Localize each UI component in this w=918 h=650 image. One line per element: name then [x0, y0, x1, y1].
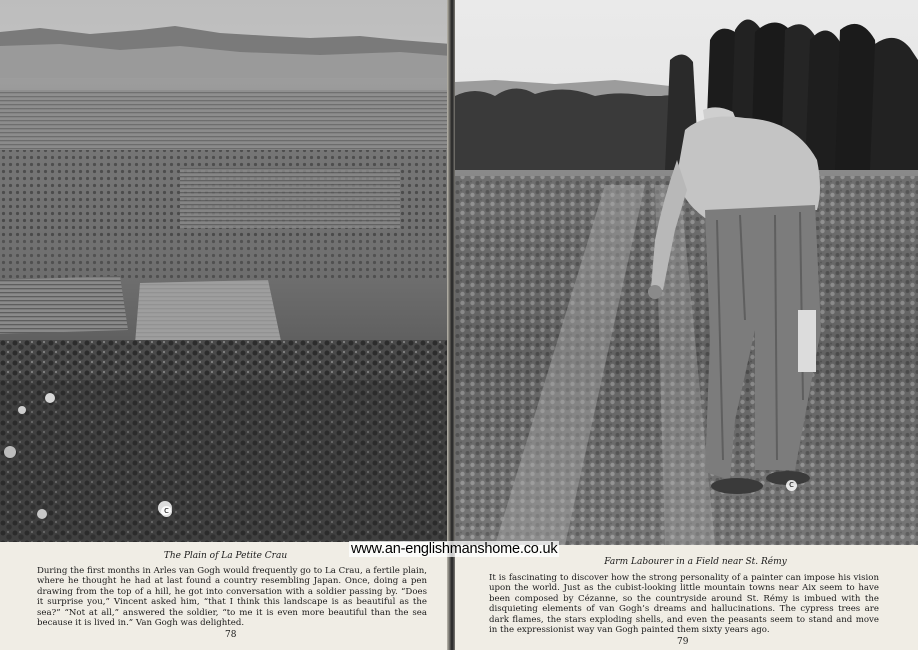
body-text: It is fascinating to discover how the strong personality of a painter can impose his vision upon the world. Just as the cubist-looking little mountain towns near Aix seem to have been composed by Cézanne, so the countryside around St. Rémy is imbued with the disquieting elements of van Gogh’s dreams and hallucinations. The cypress trees are dark flames, the stars exploding shells, and even the peasants seem to stand and move in the expressionist way van Gogh painted them sixty years ago.: [489, 573, 879, 636]
plain-landscape-photo: [0, 0, 451, 542]
page-number: 79: [677, 637, 689, 647]
plate-mark: c: [161, 506, 172, 517]
farm-labourer-photo: [455, 0, 918, 545]
photo-caption: Farm Labourer in a Field near St. Rémy: [604, 557, 787, 567]
website-watermark: www.an-englishmanshome.co.uk: [351, 541, 558, 557]
body-text: During the first months in Arles van Gogh would frequently go to La Crau, a fertile plain, where he thought he had at last found a country resembling Japan. Once, doing a pen drawing from the top of a hill, he got into conversation with a soldier passing by. “Does it surprise you,” Vincent asked him, “that I think this landscape is as beautiful as the sea?” “Not at all,” answered the soldier, “to me it is even more beautiful than the sea because it is lived in.” Van Gogh was delighted.: [37, 566, 427, 629]
plate-mark: c: [786, 480, 797, 491]
photo-caption: The Plain of La Petite Crau: [163, 551, 288, 561]
page-number: 78: [225, 630, 237, 640]
